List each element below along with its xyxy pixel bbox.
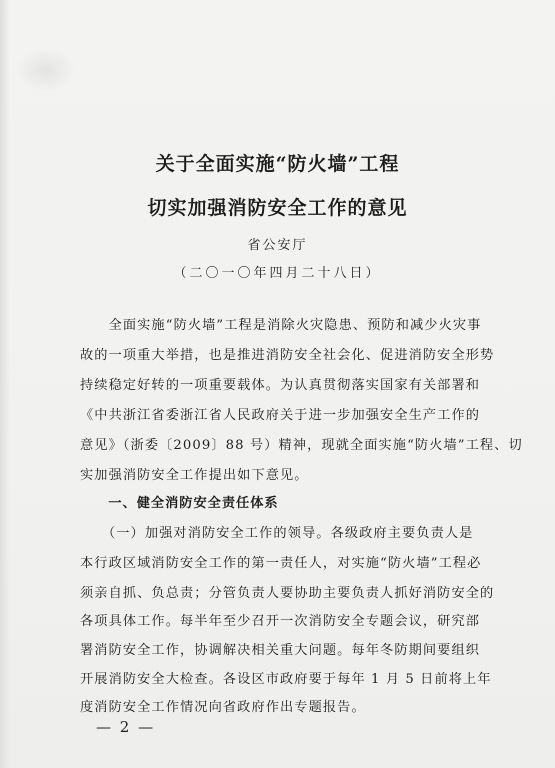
body-line: 须亲自抓、负总责；分管负责人要协助主要负责人抓好消防安全的 xyxy=(80,586,495,601)
body-line: 各项具体工作。每半年至少召开一次消防安全专题会议，研究部 xyxy=(80,614,481,629)
body-line: 意见》（浙委〔2009〕88 号）精神，现就全面实施“防火墙”工程、切 xyxy=(80,438,523,453)
scan-edge-shadow xyxy=(0,0,10,768)
body-line: 故的一项重大举措，也是推进消防安全社会化、促进消防安全形势 xyxy=(80,348,495,363)
document-title-line-1: 关于全面实施“防火墙”工程 xyxy=(155,153,400,175)
body-line: 开展消防安全大检查。各设区市政府要于每年 1 月 5 日前将上年 xyxy=(80,672,492,687)
body-line: 实加强消防安全工作提出如下意见。 xyxy=(80,468,309,483)
body-line: 持续稳定好转的一项重要载体。为认真贯彻落实国家有关部署和 xyxy=(80,378,481,393)
document-title-line-2: 切实加强消防安全工作的意见 xyxy=(147,197,408,219)
body-line: （一）加强对消防安全工作的领导。各级政府主要负责人是 xyxy=(80,526,474,541)
section-heading: 一、健全消防安全责任体系 xyxy=(80,496,279,511)
issuer: 省公安厅 xyxy=(247,238,308,253)
page-number: — 2 — xyxy=(96,718,156,736)
body-line: 全面实施“防火墙”工程是消除火灾隐患、预防和减少火灾事 xyxy=(80,318,482,333)
body-line: 度消防安全工作情况向省政府作出专题报告。 xyxy=(80,700,366,715)
issue-date: （二〇一〇年四月二十八日） xyxy=(173,266,382,281)
bleed-through-mark xyxy=(16,48,76,92)
body-line: 本行政区域消防安全工作的第一责任人，对实施“防火墙”工程必 xyxy=(80,556,482,571)
body-line: 《中共浙江省委浙江省人民政府关于进一步加强安全生产工作的 xyxy=(80,408,481,423)
body-line: 署消防安全工作，协调解决相关重大问题。每年冬防期间要组织 xyxy=(80,643,481,658)
